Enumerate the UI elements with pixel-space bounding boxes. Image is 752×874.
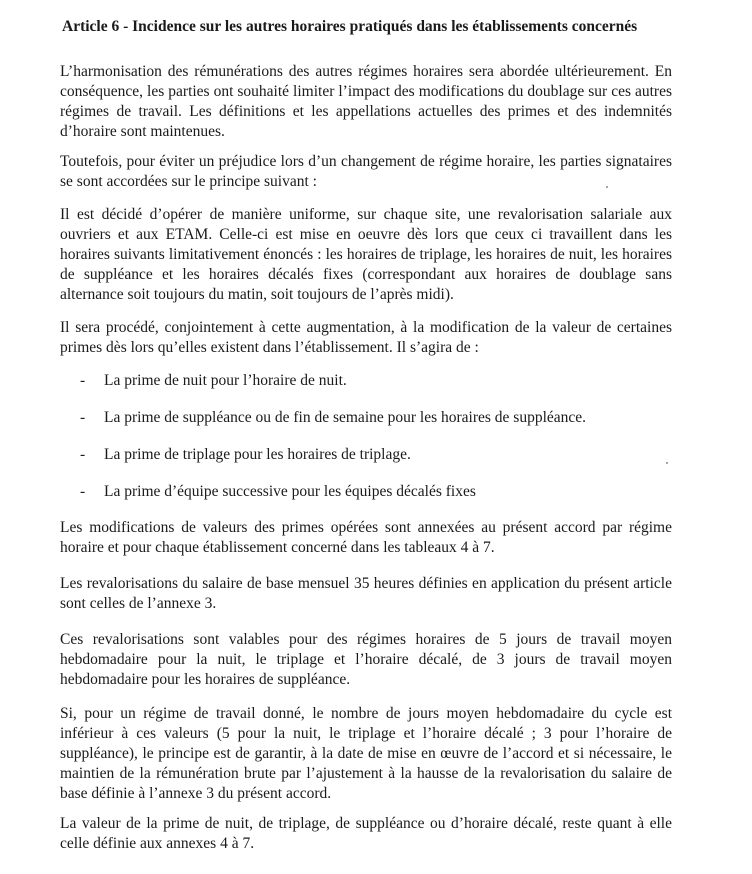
paragraph-valeur-prime: La valeur de la prime de nuit, de triplage, de suppléance ou d’horaire décalé, reste quant à elle celle définie aux annexes 4 à 7. [60,815,672,852]
paragraph-salaire-base: Les revalorisations du salaire de base mensuel 35 heures définies en application du présent article sont celles de l’annexe 3. [60,575,672,612]
list-item-prime-equipe [80,482,476,502]
bullet-marker: - [80,372,86,389]
paragraph-toutefois: Toutefois, pour éviter un préjudice lors d’un changement de régime horaire, les parties signataires se sont accordées sur le principe suivant : [60,153,672,190]
list-item-text: La prime d’équipe successive pour les équipes décalés fixes [104,483,476,500]
article-title: Article 6 - Incidence sur les autres horaires pratiqués dans les établissements concernés [62,18,638,35]
list-item-prime-suppleance [80,408,586,428]
paragraph-harmonisation: L’harmonisation des rémunérations des autres régimes horaires sera abordée ultérieurement. En conséquence, les parties ont souhaité limiter l’impact des modifications du doublage sur ces autres régimes de travail. Les définitions et les appellations actuelles des primes et des indemnités d’horaire sont maintenues. [60,63,672,140]
scan-speck [606,186,608,188]
paragraph-garantie: Si, pour un régime de travail donné, le nombre de jours moyen hebdomadaire du cycle est inférieur à ces valeurs (5 pour la nuit, le triplage et l’horaire décalé ; 3 pour l’horaire de suppléance), le principe est de garantir, à la date de mise en œuvre de l’accord et si nécessaire, le maintien de la rémunération brute par l’ajustement à la hausse de la revalorisation du salaire de base définie à l’annexe 3 du présent accord. [60,705,672,802]
paragraph-modifications: Les modifications de valeurs des primes opérées sont annexées au présent accord par régime horaire et pour chaque établissement concerné dans les tableaux 4 à 7. [60,519,672,556]
paragraph-regimes: Ces revalorisations sont valables pour des régimes horaires de 5 jours de travail moyen hebdomadaire pour la nuit, le triplage et l’horaire décalé, de 3 jours de travail moyen hebdomadaire pour les horaires de suppléance. [60,631,672,688]
list-item-prime-triplage [80,445,411,465]
paragraph-primes: Il sera procédé, conjointement à cette augmentation, à la modification de la valeur de certaines primes dès lors qu’elles existent dans l’établissement. Il s’agira de : [60,319,672,356]
list-item-text: La prime de nuit pour l’horaire de nuit. [104,372,347,389]
bullet-marker: - [80,483,86,500]
scan-speck [666,462,668,464]
list-item-prime-nuit [80,371,347,391]
bullet-marker: - [80,446,86,463]
bullet-marker: - [80,409,86,426]
paragraph-revalorisation: Il est décidé d’opérer de manière uniforme, sur chaque site, une revalorisation salariale aux ouvriers et aux ETAM. Celle-ci est mise en oeuvre dès lors que ceux ci travaillent dans les horaires suivants limitativement énoncés : les horaires de triplage, les horaires de nuit, les horaires de suppléance et les horaires décalés fixes (correspondant aux horaires de doublage sans alternance soit toujours du matin, soit toujours de l’après midi). [60,206,672,303]
list-item-text: La prime de triplage pour les horaires de triplage. [104,446,411,463]
list-item-text: La prime de suppléance ou de fin de semaine pour les horaires de suppléance. [104,409,587,426]
